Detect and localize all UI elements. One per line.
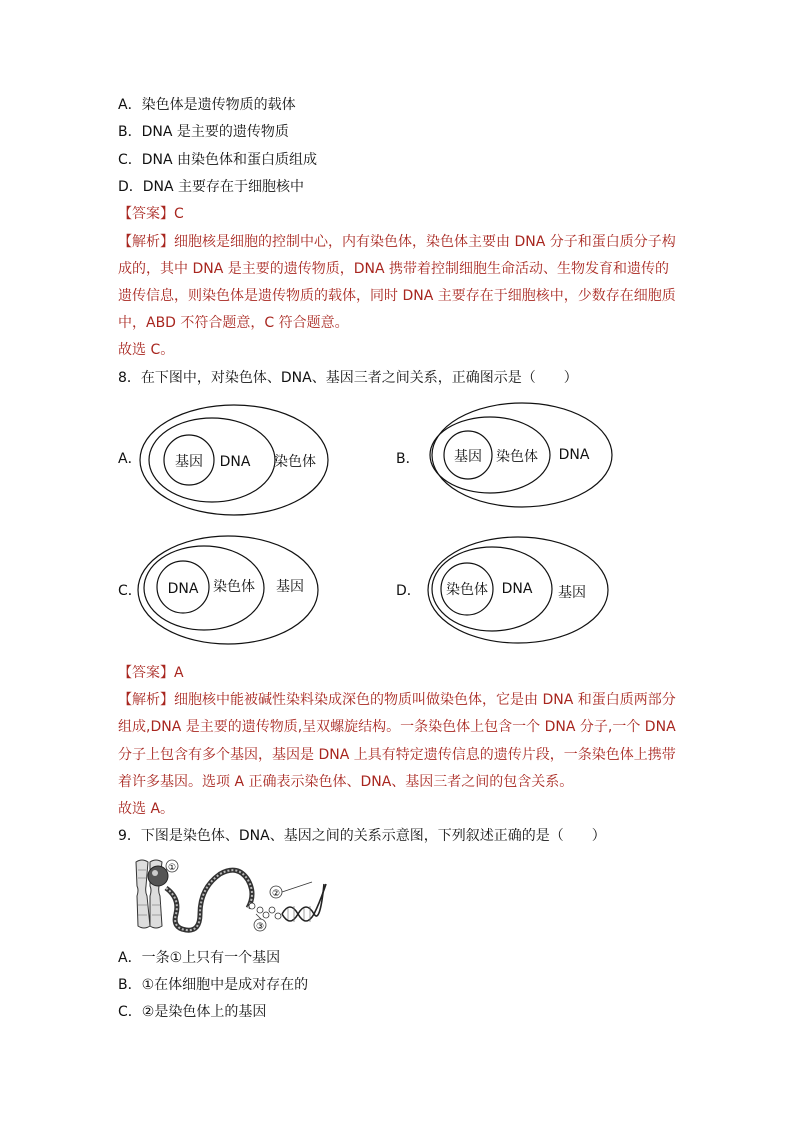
q8-conclusion: 故选 A。 [118, 801, 175, 817]
outer-label: DNA [558, 447, 590, 463]
q7-conclusion: 故选 C。 [118, 342, 175, 358]
diagram-b-label: B． [396, 451, 420, 467]
answer-value: C [174, 206, 184, 222]
q7-option-c: C．DNA 由染色体和蛋白质组成 [118, 152, 318, 168]
diagram-d [396, 537, 608, 643]
q8-analysis-line-3: 分子上包含有多个基因，基因是 DNA 上具有特定遗传信息的遗传片段，一条染色体上携带 [118, 747, 676, 763]
q7-option-d: D．DNA 主要存在于细胞核中 [118, 179, 305, 195]
q7-analysis-line-2: 成的，其中 DNA 是主要的遗传物质，DNA 携带着控制细胞生命活动、生物发育和遗传的 [118, 261, 670, 277]
analysis-text: 细胞核是细胞的控制中心，内有染色体，染色体主要由 DNA 分子和蛋白质分子构 [174, 234, 676, 250]
q9-option-a: A．一条①上只有一个基因 [118, 950, 281, 966]
nucleus [148, 866, 168, 886]
marker-3: ③ [255, 922, 265, 932]
middle-label: 染色体 [496, 449, 538, 465]
diagram-b [396, 403, 612, 507]
q8-stem: 8．在下图中，对染色体、DNA、基因三者之间关系，正确图示是（ ） [118, 370, 578, 386]
marker-2: ② [271, 889, 281, 899]
inner-label: 基因 [454, 449, 482, 465]
diagram-a [118, 405, 328, 515]
q7-option-b: B．DNA 是主要的遗传物质 [118, 124, 289, 140]
chromosome-dna-illustration [136, 860, 326, 932]
diagram-c [118, 536, 318, 644]
middle-label: DNA [219, 454, 251, 470]
outer-label: 染色体 [274, 454, 316, 470]
q9-option-c: C．②是染色体上的基因 [118, 1004, 267, 1020]
q7-analysis-line-4: 中，ABD 不符合题意，C 符合题意。 [118, 315, 349, 331]
outer-label: 基因 [276, 579, 304, 595]
analysis-tag: 【解析】 [118, 692, 174, 708]
inner-label: 基因 [175, 454, 203, 470]
marker-1: ① [167, 863, 177, 873]
inner-label: DNA [167, 581, 199, 597]
q8-analysis-line-2: 组成,DNA 是主要的遗传物质,呈双螺旋结构。一条染色体上包含一个 DNA 分子,一个 DNA [118, 719, 676, 735]
analysis-tag: 【解析】 [118, 234, 174, 250]
q7-analysis-line-3: 遗传信息，则染色体是遗传物质的载体，同时 DNA 主要存在于细胞核中，少数存在细胞质 [118, 288, 676, 304]
diagram-c-label: C． [118, 583, 142, 599]
outer-label: 基因 [558, 585, 586, 601]
answer-tag: 【答案】 [118, 206, 174, 222]
middle-label: DNA [501, 581, 533, 597]
q9-stem: 9．下图是染色体、DNA、基因之间的关系示意图，下列叙述正确的是（ ） [118, 828, 606, 844]
chromatin-fiber [166, 870, 252, 930]
diagram-d-label: D． [396, 583, 421, 599]
q7-option-a: A．染色体是遗传物质的载体 [118, 97, 296, 113]
analysis-text: 细胞核中能被碱性染料染成深色的物质叫做染色体，它是由 DNA 和蛋白质两部分 [174, 692, 676, 708]
q8-answer [118, 663, 184, 683]
middle-ellipse [149, 418, 275, 502]
q8-analysis-line-1 [118, 690, 676, 710]
answer-value: A [174, 665, 184, 681]
q9-option-b: B．①在体细胞中是成对存在的 [118, 977, 309, 993]
inner-label: 染色体 [446, 582, 488, 598]
q8-analysis-line-4: 着许多基因。选项 A 正确表示染色体、DNA、基因三者之间的包含关系。 [118, 774, 574, 790]
diagram-a-label: A． [118, 451, 142, 467]
answer-tag: 【答案】 [118, 665, 174, 681]
middle-label: 染色体 [213, 579, 255, 595]
